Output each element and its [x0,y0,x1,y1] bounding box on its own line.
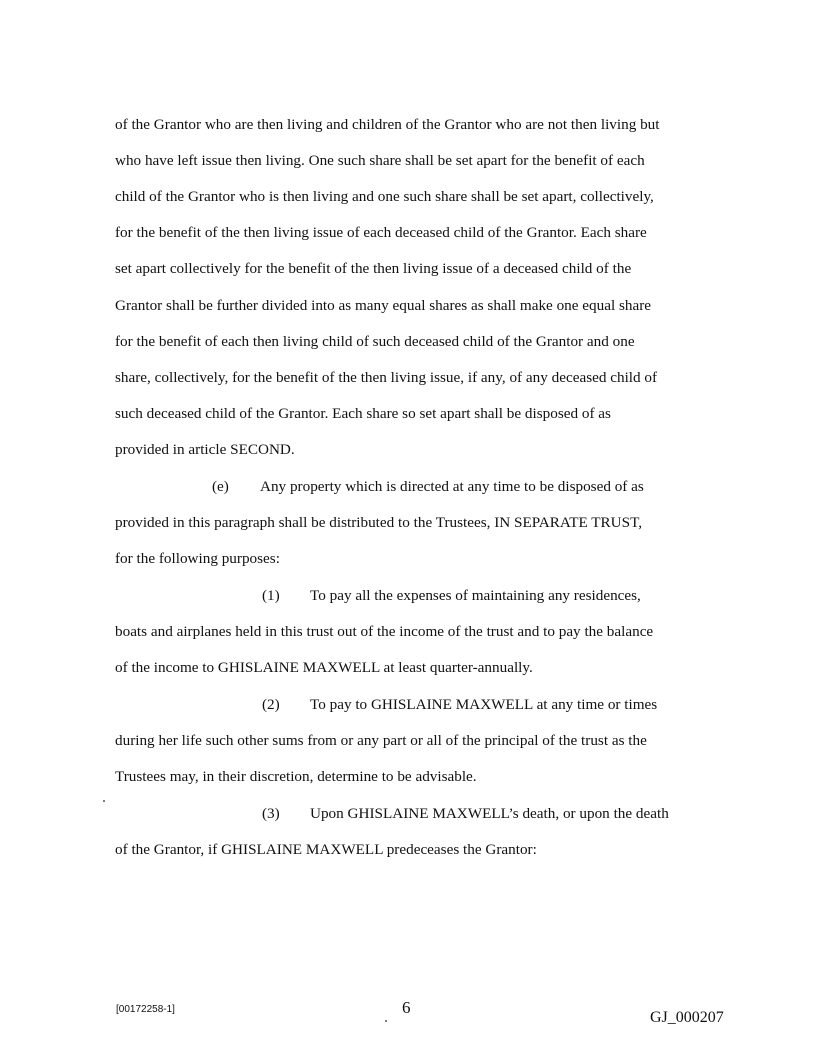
clause-marker: (2) [262,696,280,713]
body-line: provided in this paragraph shall be distributed to the Trustees, IN SEPARATE TRUST, [115,514,643,531]
clause-marker: (3) [262,805,280,822]
clause-text: Upon GHISLAINE MAXWELL’s death, or upon the death [310,805,669,822]
clause-marker: (1) [262,587,280,604]
scan-speck [385,1020,387,1022]
body-line: boats and airplanes held in this trust out of the income of the trust and to pay the balance [115,623,654,640]
body-line: provided in article SECOND. [115,441,295,458]
body-line: such deceased child of the Grantor. Each share so set apart shall be disposed of as [115,405,611,422]
body-line: share, collectively, for the benefit of the then living issue, if any, of any deceased child of [115,369,658,386]
body-line: Trustees may, in their discretion, determine to be advisable. [115,768,477,785]
clause-1-first-line [262,587,641,605]
body-line: child of the Grantor who is then living and one such share shall be set apart, collectively, [115,188,654,205]
body-line: of the income to GHISLAINE MAXWELL at least quarter-annually. [115,659,533,676]
scan-speck [103,800,105,802]
body-line: set apart collectively for the benefit of the then living issue of a deceased child of the [115,260,632,277]
clause-text: To pay to GHISLAINE MAXWELL at any time or times [310,696,658,713]
clause-2-first-line [262,696,657,714]
clause-3-first-line [262,805,669,823]
body-line: during her life such other sums from or any part or all of the principal of the trust as the [115,732,647,749]
clause-text: To pay all the expenses of maintaining any residences, [310,587,641,604]
body-line: for the benefit of each then living child of such deceased child of the Grantor and one [115,333,635,350]
bates-number: GJ_000207 [650,1009,724,1026]
footer-document-id: [00172258-1] [116,1004,175,1015]
body-line: for the following purposes: [115,550,280,567]
body-line: who have left issue then living. One such share shall be set apart for the benefit of each [115,152,645,169]
body-line: of the Grantor who are then living and children of the Grantor who are not then living but [115,116,660,133]
body-line: of the Grantor, if GHISLAINE MAXWELL predeceases the Grantor: [115,841,537,858]
paragraph-marker: (e) [212,478,229,495]
paragraph-e-first-line [212,478,644,496]
body-line: Grantor shall be further divided into as many equal shares as shall make one equal share [115,297,652,314]
body-line: for the benefit of the then living issue of each deceased child of the Grantor. Each share [115,224,647,241]
paragraph-text: Any property which is directed at any time to be disposed of as [260,478,644,495]
page-number: 6 [402,998,411,1017]
